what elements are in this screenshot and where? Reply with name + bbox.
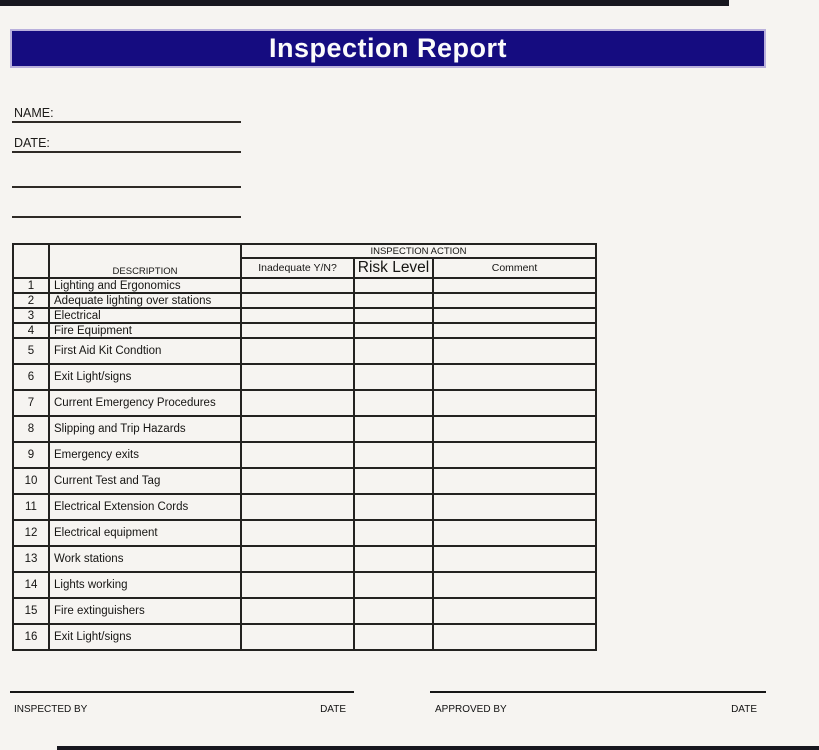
row-description: Emergency exits bbox=[49, 442, 241, 468]
row-number: 9 bbox=[13, 442, 49, 468]
comment-cell[interactable] bbox=[433, 323, 596, 338]
risk-level-cell[interactable] bbox=[354, 598, 433, 624]
comment-cell[interactable] bbox=[433, 308, 596, 323]
comment-cell[interactable] bbox=[433, 416, 596, 442]
comment-cell[interactable] bbox=[433, 364, 596, 390]
row-description: First Aid Kit Condtion bbox=[49, 338, 241, 364]
comment-cell[interactable] bbox=[433, 494, 596, 520]
row-description: Lighting and Ergonomics bbox=[49, 278, 241, 293]
blank-input-line-2[interactable] bbox=[12, 216, 241, 218]
table-row bbox=[13, 624, 596, 650]
row-description: Slipping and Trip Hazards bbox=[49, 416, 241, 442]
risk-level-cell[interactable] bbox=[354, 416, 433, 442]
table-row bbox=[13, 323, 596, 338]
approved-by-label: APPROVED BY bbox=[435, 704, 507, 715]
risk-level-cell[interactable] bbox=[354, 308, 433, 323]
risk-level-cell[interactable] bbox=[354, 293, 433, 308]
inspection-table bbox=[12, 243, 597, 651]
row-number: 5 bbox=[13, 338, 49, 364]
risk-level-cell[interactable] bbox=[354, 572, 433, 598]
row-number: 11 bbox=[13, 494, 49, 520]
risk-level-cell[interactable] bbox=[354, 278, 433, 293]
row-description: Electrical Extension Cords bbox=[49, 494, 241, 520]
inadequate-cell[interactable] bbox=[241, 338, 354, 364]
table-row bbox=[13, 598, 596, 624]
comment-cell[interactable] bbox=[433, 338, 596, 364]
bottom-border-strip bbox=[57, 746, 819, 750]
row-description: Fire Equipment bbox=[49, 323, 241, 338]
row-number: 13 bbox=[13, 546, 49, 572]
table-row bbox=[13, 572, 596, 598]
inspection-action-header: INSPECTION ACTION bbox=[241, 244, 596, 258]
table-row bbox=[13, 494, 596, 520]
approved-date-label: DATE bbox=[731, 704, 757, 715]
row-number: 3 bbox=[13, 308, 49, 323]
row-description: Electrical equipment bbox=[49, 520, 241, 546]
risk-level-cell[interactable] bbox=[354, 468, 433, 494]
comment-cell[interactable] bbox=[433, 598, 596, 624]
inadequate-header: Inadequate Y/N? bbox=[241, 258, 354, 278]
comment-cell[interactable] bbox=[433, 520, 596, 546]
blank-input-line-1[interactable] bbox=[12, 186, 241, 188]
table-row bbox=[13, 338, 596, 364]
comment-cell[interactable] bbox=[433, 572, 596, 598]
row-number: 10 bbox=[13, 468, 49, 494]
inadequate-cell[interactable] bbox=[241, 442, 354, 468]
inadequate-cell[interactable] bbox=[241, 598, 354, 624]
table-row bbox=[13, 278, 596, 293]
inadequate-cell[interactable] bbox=[241, 572, 354, 598]
row-description: Exit Light/signs bbox=[49, 624, 241, 650]
page-title: Inspection Report bbox=[268, 33, 507, 63]
comment-header: Comment bbox=[433, 258, 596, 278]
row-description: Lights working bbox=[49, 572, 241, 598]
comment-cell[interactable] bbox=[433, 468, 596, 494]
table-row bbox=[13, 293, 596, 308]
row-description: Adequate lighting over stations bbox=[49, 293, 241, 308]
risk-level-cell[interactable] bbox=[354, 624, 433, 650]
inadequate-cell[interactable] bbox=[241, 624, 354, 650]
inadequate-cell[interactable] bbox=[241, 278, 354, 293]
risk-level-cell[interactable] bbox=[354, 546, 433, 572]
row-number: 14 bbox=[13, 572, 49, 598]
risk-level-cell[interactable] bbox=[354, 494, 433, 520]
report-title-bar bbox=[10, 29, 766, 68]
table-row bbox=[13, 308, 596, 323]
row-number: 8 bbox=[13, 416, 49, 442]
risk-level-cell[interactable] bbox=[354, 390, 433, 416]
inadequate-cell[interactable] bbox=[241, 308, 354, 323]
row-description: Exit Light/signs bbox=[49, 364, 241, 390]
row-number: 15 bbox=[13, 598, 49, 624]
risk-level-header: Risk Level bbox=[354, 258, 433, 278]
approved-signature-block bbox=[430, 691, 766, 715]
row-number: 12 bbox=[13, 520, 49, 546]
inadequate-cell[interactable] bbox=[241, 390, 354, 416]
date-label: DATE: bbox=[14, 136, 50, 150]
row-number: 2 bbox=[13, 293, 49, 308]
comment-cell[interactable] bbox=[433, 293, 596, 308]
row-description: Fire extinguishers bbox=[49, 598, 241, 624]
inadequate-cell[interactable] bbox=[241, 293, 354, 308]
table-row bbox=[13, 390, 596, 416]
inspected-by-label: INSPECTED BY bbox=[14, 704, 88, 715]
risk-level-cell[interactable] bbox=[354, 323, 433, 338]
inspected-signature-line[interactable] bbox=[10, 691, 354, 693]
name-label: NAME: bbox=[14, 106, 54, 120]
inadequate-cell[interactable] bbox=[241, 520, 354, 546]
date-input-line[interactable] bbox=[12, 151, 241, 153]
row-number-header bbox=[13, 244, 49, 278]
table-row bbox=[13, 364, 596, 390]
top-border-strip bbox=[0, 0, 729, 6]
inadequate-cell[interactable] bbox=[241, 468, 354, 494]
row-number: 16 bbox=[13, 624, 49, 650]
comment-cell[interactable] bbox=[433, 390, 596, 416]
row-number: 1 bbox=[13, 278, 49, 293]
inadequate-cell[interactable] bbox=[241, 364, 354, 390]
comment-cell[interactable] bbox=[433, 278, 596, 293]
inspected-signature-block bbox=[10, 691, 354, 715]
row-number: 4 bbox=[13, 323, 49, 338]
risk-level-cell[interactable] bbox=[354, 442, 433, 468]
inspected-date-label: DATE bbox=[320, 704, 346, 715]
comment-cell[interactable] bbox=[433, 442, 596, 468]
inadequate-cell[interactable] bbox=[241, 546, 354, 572]
comment-cell[interactable] bbox=[433, 624, 596, 650]
risk-level-cell[interactable] bbox=[354, 338, 433, 364]
row-description: Electrical bbox=[49, 308, 241, 323]
table-row bbox=[13, 520, 596, 546]
row-description: Current Emergency Procedures bbox=[49, 390, 241, 416]
row-description: Work stations bbox=[49, 546, 241, 572]
table-row bbox=[13, 546, 596, 572]
name-input-line[interactable] bbox=[12, 121, 241, 123]
risk-level-cell[interactable] bbox=[354, 364, 433, 390]
risk-level-cell[interactable] bbox=[354, 520, 433, 546]
inadequate-cell[interactable] bbox=[241, 323, 354, 338]
comment-cell[interactable] bbox=[433, 546, 596, 572]
table-row bbox=[13, 416, 596, 442]
row-description: Current Test and Tag bbox=[49, 468, 241, 494]
row-number: 7 bbox=[13, 390, 49, 416]
approved-signature-line[interactable] bbox=[430, 691, 766, 693]
description-header: DESCRIPTION bbox=[49, 244, 241, 278]
table-row bbox=[13, 442, 596, 468]
inadequate-cell[interactable] bbox=[241, 494, 354, 520]
table-row bbox=[13, 468, 596, 494]
inadequate-cell[interactable] bbox=[241, 416, 354, 442]
row-number: 6 bbox=[13, 364, 49, 390]
